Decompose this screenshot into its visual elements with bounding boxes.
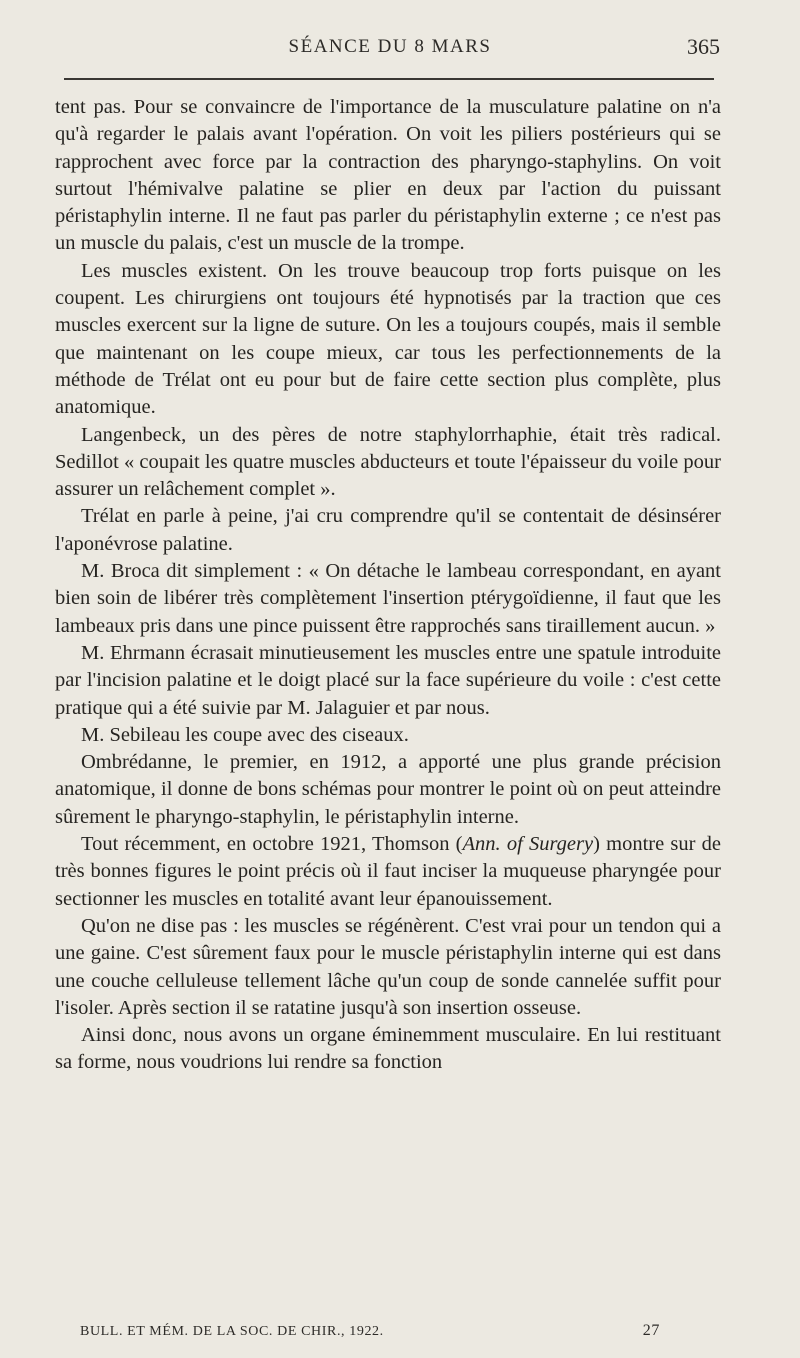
paragraph-9-after: ) montre sur de très bonnes figures le point précis où il faut inciser la muqueuse pharyngée pour sectionner les muscles en totalité avant leur épanouissement.: [55, 833, 721, 910]
page-number: 365: [687, 34, 720, 59]
paragraph-2: Les muscles existent. On les trouve beaucoup trop forts puisque on les coupent. Les chirurgiens ont toujours été hypnotisés par la traction que ces muscles exercent sur la ligne de suture. On les a toujours coupés, mais il semble que maintenant on les coupe mieux, car tous les perfectionnements de la méthode de Trélat ont eu pour but de faire cette section plus complète, plus anatomique.: [55, 259, 721, 419]
page-header: [60, 32, 720, 62]
footer-signature: 27: [642, 1322, 660, 1339]
paragraph-10: Qu'on ne dise pas : les muscles se régénèrent. C'est vrai pour un tendon qui a une gaine. C'est sûrement faux pour le muscle péristaphylin interne qui est dans une couche celluleuse tellement lâche qu'un coup de sonde cannelée suffit pour l'isoler. Après section il se ratatine jusqu'à son insertion osseuse.: [55, 914, 721, 1019]
paragraph-7: M. Sebileau les coupe avec des ciseaux.: [81, 723, 409, 746]
paragraph-9: [55, 831, 721, 913]
paragraph-3: Langenbeck, un des pères de notre staphylorrhaphie, était très radical. Sedillot « coupait les quatre muscles abducteurs et toute l'épaisseur du voile pour assurer un relâchement complet ».: [55, 423, 721, 501]
paragraph-4: Trélat en parle à peine, j'ai cru comprendre qu'il se contentait de désinsérer l'aponévrose palatine.: [55, 505, 721, 555]
paragraph-6: M. Ehrmann écrasait minutieusement les muscles entre une spatule introduite par l'incision palatine et le doigt placé sur la face supérieure du voile : c'est cette pratique qui a été suivie par M. Jalaguier et par nous.: [55, 641, 721, 719]
paragraph-1: tent pas. Pour se convaincre de l'importance de la musculature palatine on n'a qu'à regarder le palais avant l'opération. On voit les piliers postérieurs qui se rapprochent avec force par la contraction des pharyngo-staphylins. On voit surtout l'hémivalve palatine se plier en deux par l'action du puissant péristaphylin interne. Il ne faut pas parler du péristaphylin externe ; ce n'est pas un muscle du palais, c'est un muscle de la trompe.: [55, 96, 721, 255]
paragraph-11: Ainsi donc, nous avons un organe éminemment musculaire. En lui restituant sa forme, nous voudrions lui rendre sa fonction: [55, 1024, 721, 1074]
footer-journal: BULL. ET MÉM. DE LA SOC. DE CHIR., 1922.: [80, 1324, 384, 1339]
paragraph-9-before: Tout récemment, en octobre 1921, Thomson (: [81, 833, 463, 856]
paragraph-5: M. Broca dit simplement : « On détache le lambeau correspondant, en ayant bien soin de libérer très complètement l'insertion ptérygoïdienne, il faut que les lambeaux pris dans une pince puissent être rapprochés sans tiraillement aucun. »: [55, 560, 721, 637]
header-rule: [64, 78, 714, 80]
page-footer: [80, 1322, 660, 1346]
body-text: [55, 94, 721, 1077]
paragraph-8: Ombrédanne, le premier, en 1912, a apporté une plus grande précision anatomique, il donne de bons schémas pour montrer le point où on peut atteindre sûrement le pharyngo-staphylin, le péristaphylin interne.: [55, 751, 721, 828]
running-title: SÉANCE DU 8 MARS: [288, 36, 492, 57]
journal-citation: Ann. of Surgery: [462, 833, 594, 856]
